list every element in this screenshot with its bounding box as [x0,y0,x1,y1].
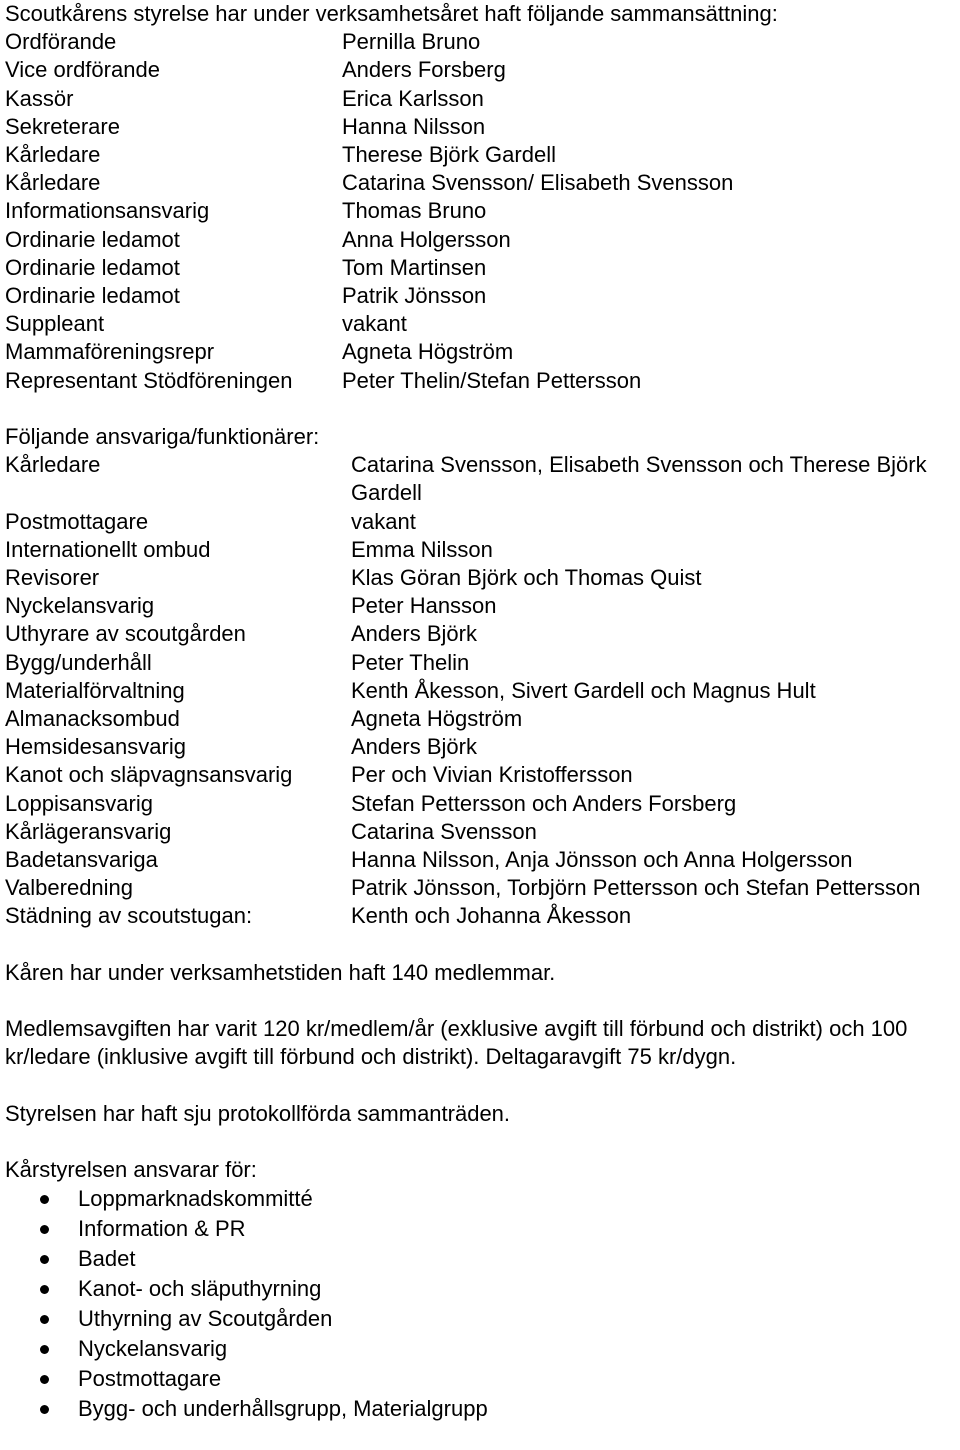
function-role: Postmottagare [5,508,149,534]
function-name: Kenth och Johanna Åkesson [351,903,632,929]
function-role: Kanot och släpvagnsansvarig [5,762,293,788]
function-name: Kenth Åkesson, Sivert Gardell och Magnus Hult [351,677,816,703]
fee-paragraph: Medlemsavgiften har varit 120 kr/medlem/år (exklusive avgift till förbund och distrikt) och 100 kr/ledare (inklusive avgift till förbund och distrikt). Deltagaravgift 75 kr/dygn. [5,1016,908,1070]
function-row [5,451,960,507]
function-role: Internationellt ombud [5,536,211,562]
functions-table [5,451,960,930]
meetings-paragraph: Styrelsen har haft sju protokollförda sammanträden. [5,1100,511,1126]
list-item [5,1244,960,1274]
function-role: Uthyrare av scoutgården [5,621,246,647]
function-row [5,902,960,930]
board-role: Informationsansvarig [5,198,210,224]
spacer [5,395,960,423]
responsibilities-heading: Kårstyrelsen ansvarar för: [5,1157,257,1183]
function-name: Anders Björk [351,734,477,760]
list-item-text: Uthyrning av Scoutgården [78,1306,333,1332]
functions-heading: Följande ansvariga/funktionärer: [5,424,320,450]
function-role: Kårlägeransvarig [5,818,172,844]
board-name: vakant [342,311,407,337]
board-name: Thomas Bruno [342,198,487,224]
bullet-icon [40,1405,49,1414]
function-row [5,677,960,705]
board-name: Tom Martinsen [342,254,487,280]
function-name: Patrik Jönsson, Torbjörn Pettersson och Stefan Pettersson [351,875,921,901]
board-row [5,141,960,169]
board-role: Ordförande [5,29,117,55]
board-row [5,56,960,84]
board-role: Kårledare [5,142,101,167]
list-item [5,1334,960,1364]
board-role: Ordinarie ledamot [5,226,180,252]
board-intro: Scoutkårens styrelse har under verksamhetsåret haft följande sammansättning: [5,1,778,26]
function-name: Hanna Nilsson, Anja Jönsson och Anna Holgersson [351,847,853,873]
function-role: Städning av scoutstugan: [5,903,253,929]
board-row [5,254,960,282]
bullet-icon [40,1195,49,1204]
function-role: Hemsidesansvarig [5,734,186,760]
board-role: Ordinarie ledamot [5,283,180,309]
board-row [5,282,960,310]
function-role: Almanacksombud [5,706,180,732]
board-row [5,367,960,395]
document [5,0,960,1424]
function-role: Revisorer [5,565,100,591]
function-role: Kårledare [5,452,101,478]
responsibilities-list [5,1184,960,1424]
function-row [5,846,960,874]
bullet-icon [40,1255,49,1264]
list-item-text: Postmottagare [78,1366,222,1392]
function-row [5,508,960,536]
board-name: Anders Forsberg [342,57,506,83]
board-role: Kassör [5,85,74,111]
spacer [5,1128,960,1156]
board-role: Kårledare [5,170,101,196]
board-name: Anna Holgersson [342,226,511,252]
list-item-text: Information & PR [78,1216,246,1242]
board-name: Pernilla Bruno [342,29,481,55]
board-table [5,28,960,395]
board-row [5,338,960,366]
board-role: Ordinarie ledamot [5,254,180,280]
function-name: Peter Thelin [351,649,470,675]
list-item [5,1304,960,1334]
function-role: Bygg/underhåll [5,649,152,675]
board-row [5,226,960,254]
function-name: Per och Vivian Kristoffersson [351,762,633,788]
board-row [5,197,960,225]
function-row [5,790,960,818]
board-name: Erica Karlsson [342,85,484,111]
list-item [5,1394,960,1424]
list-item-text: Loppmarknadskommitté [78,1186,313,1212]
board-name: Hanna Nilsson [342,113,486,139]
function-row [5,564,960,592]
board-name: Therese Björk Gardell [342,142,556,167]
function-row [5,733,960,761]
board-row [5,169,960,197]
function-row [5,761,960,789]
list-item-text: Bygg- och underhållsgrupp, Materialgrupp [78,1396,488,1422]
list-item-text: Kanot- och släputhyrning [78,1276,322,1302]
function-role: Badetansvariga [5,847,158,873]
spacer [5,1072,960,1100]
bullet-icon [40,1315,49,1324]
function-name: Peter Hansson [351,593,497,619]
function-name: Stefan Pettersson och Anders Forsberg [351,790,737,816]
list-item-text: Nyckelansvarig [78,1336,228,1362]
spacer [5,987,960,1015]
board-role: Suppleant [5,311,105,337]
function-role: Loppisansvarig [5,790,153,816]
function-name: Agneta Högström [351,706,523,732]
list-item [5,1274,960,1304]
board-row [5,310,960,338]
function-row [5,818,960,846]
list-item [5,1364,960,1394]
function-row [5,620,960,648]
spacer [5,931,960,959]
board-row [5,85,960,113]
function-row [5,649,960,677]
board-name: Agneta Högström [342,339,514,365]
function-name: Klas Göran Björk och Thomas Quist [351,565,702,591]
function-row [5,592,960,620]
board-name: Catarina Svensson/ Elisabeth Svensson [342,170,734,196]
board-name: Peter Thelin/Stefan Pettersson [342,367,642,393]
function-name: Catarina Svensson [351,818,537,844]
list-item-text: Badet [78,1246,136,1272]
bullet-icon [40,1225,49,1234]
list-item [5,1184,960,1214]
bullet-icon [40,1375,49,1384]
list-item [5,1214,960,1244]
function-row [5,705,960,733]
members-paragraph: Kåren har under verksamhetstiden haft 140 medlemmar. [5,959,556,985]
board-row [5,113,960,141]
function-name: Emma Nilsson [351,536,493,562]
bullet-icon [40,1345,49,1354]
board-name: Patrik Jönsson [342,283,487,309]
function-role: Materialförvaltning [5,677,185,703]
function-name: Anders Björk [351,621,477,647]
function-row [5,536,960,564]
board-role: Sekreterare [5,113,120,139]
board-row [5,28,960,56]
board-role: Mammaföreningsrepr [5,339,215,365]
bullet-icon [40,1285,49,1294]
function-name: Catarina Svensson, Elisabeth Svensson och Therese Björk Gardell [351,452,927,506]
function-role: Nyckelansvarig [5,593,155,619]
board-role: Representant Stödföreningen [5,367,293,393]
board-role: Vice ordförande [5,57,160,83]
function-name: vakant [351,508,416,534]
function-row [5,874,960,902]
function-role: Valberedning [5,875,134,901]
